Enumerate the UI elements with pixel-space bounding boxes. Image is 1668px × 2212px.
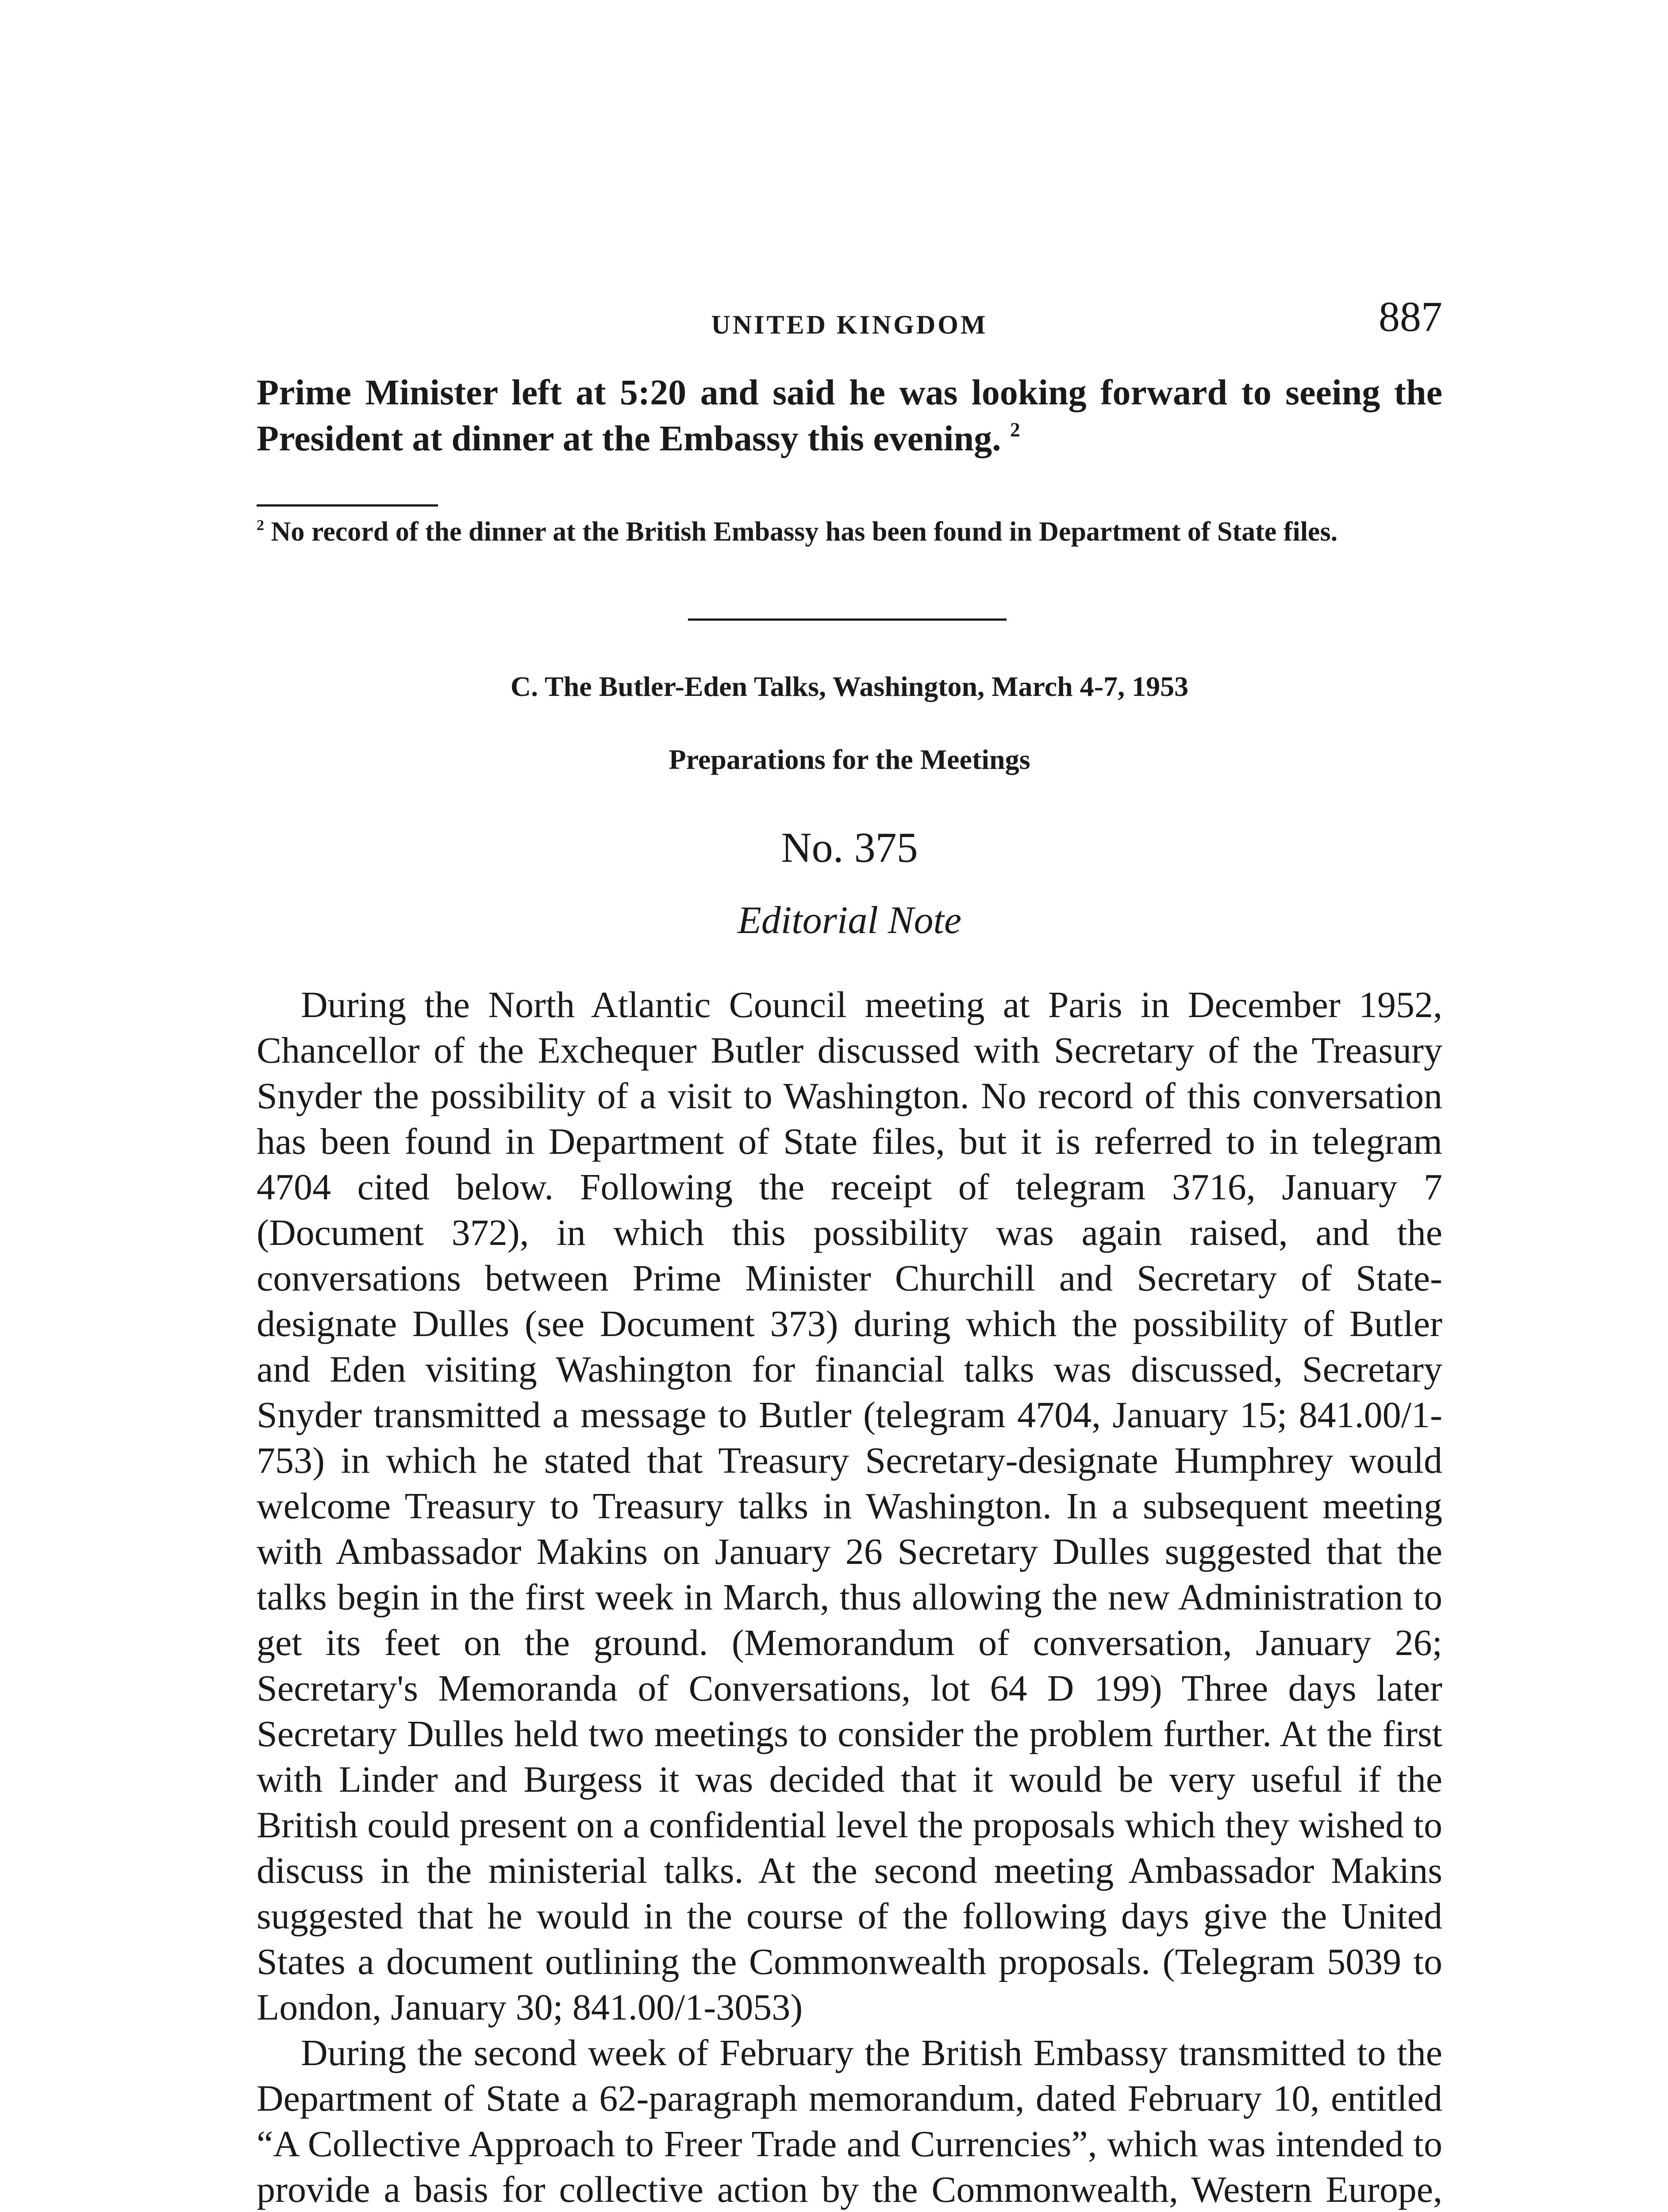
footnote-text: No record of the dinner at the British Embassy has been found in Department of State files. [271, 517, 1338, 547]
footnote [257, 513, 1442, 550]
carryover-text: Prime Minister left at 5:20 and said he was looking forward to seeing the President at dinner at the Embassy this evening. [257, 372, 1442, 458]
footnote-reference: 2 [1010, 419, 1020, 441]
footnote-marker: 2 [257, 517, 265, 534]
section-heading: C. The Butler-Eden Talks, Washington, March 4-7, 1953 [510, 671, 1189, 702]
page-number: 887 [1379, 293, 1442, 340]
section-separator-rule [688, 618, 1007, 621]
footnote-rule [257, 504, 438, 507]
carryover-paragraph [257, 369, 1442, 461]
document-number: No. 375 [781, 824, 918, 871]
body-paragraph: During the second week of February the British Embassy transmitted to the Department of State a 62-paragraph memorandum, dated February 10, entitled “A Collective Approach to Freer Trade and Currencies”, which was intended to provide a basis for collective action by the Commonwealth, Western Europe, [257, 2032, 1442, 2210]
document-title: Editorial Note [738, 899, 961, 942]
body-text [257, 982, 1442, 2212]
running-title: UNITED KINGDOM [711, 310, 988, 339]
section-subheading: Preparations for the Meetings [669, 744, 1030, 775]
running-head [257, 292, 1442, 354]
body-paragraph: During the North Atlantic Council meeting at Paris in December 1952, Chancellor of the Exchequer Butler discussed with Secretary of the Treasury Snyder the possibility of a visit to Washington. No record of this conversation has been found in Department of State files, but it is referred to in telegram 4704 cited below. Following the receipt of telegram 3716, January 7 (Document 372), in which this possibility was again raised, and the conversations between Prime Minister Churchill and Secretary of State-designate Dulles (see Document 373) during which the possibility of Butler and Eden visiting Washington for financial talks was discussed, Secretary Snyder transmitted a message to Butler (telegram 4704, January 15; 841.00/1-753) in which he stated that Treasury Secretary-designate Humphrey would welcome Treasury to Treasury talks in Washington. In a subsequent meeting with Ambassador Makins on January 26 Secretary Dulles suggested that the talks begin in the first week in March, thus allowing the new Administration to get its feet on the ground. (Memorandum of conversation, January 26; Secretary's Memoranda of Conversations, lot 64 D 199) Three days later Secretary Dulles held two meetings to consider the problem further. At the first with Linder and Burgess it was decided that it would be very useful if the British could present on a confidential level the proposals which they wished to discuss in the ministerial talks. At the second meeting Ambassador Makins suggested that he would in the course of the following days give the United States a document outlining the Commonwealth proposals. (Telegram 5039 to London, January 30; 841.00/1-3053) [257, 984, 1442, 2028]
